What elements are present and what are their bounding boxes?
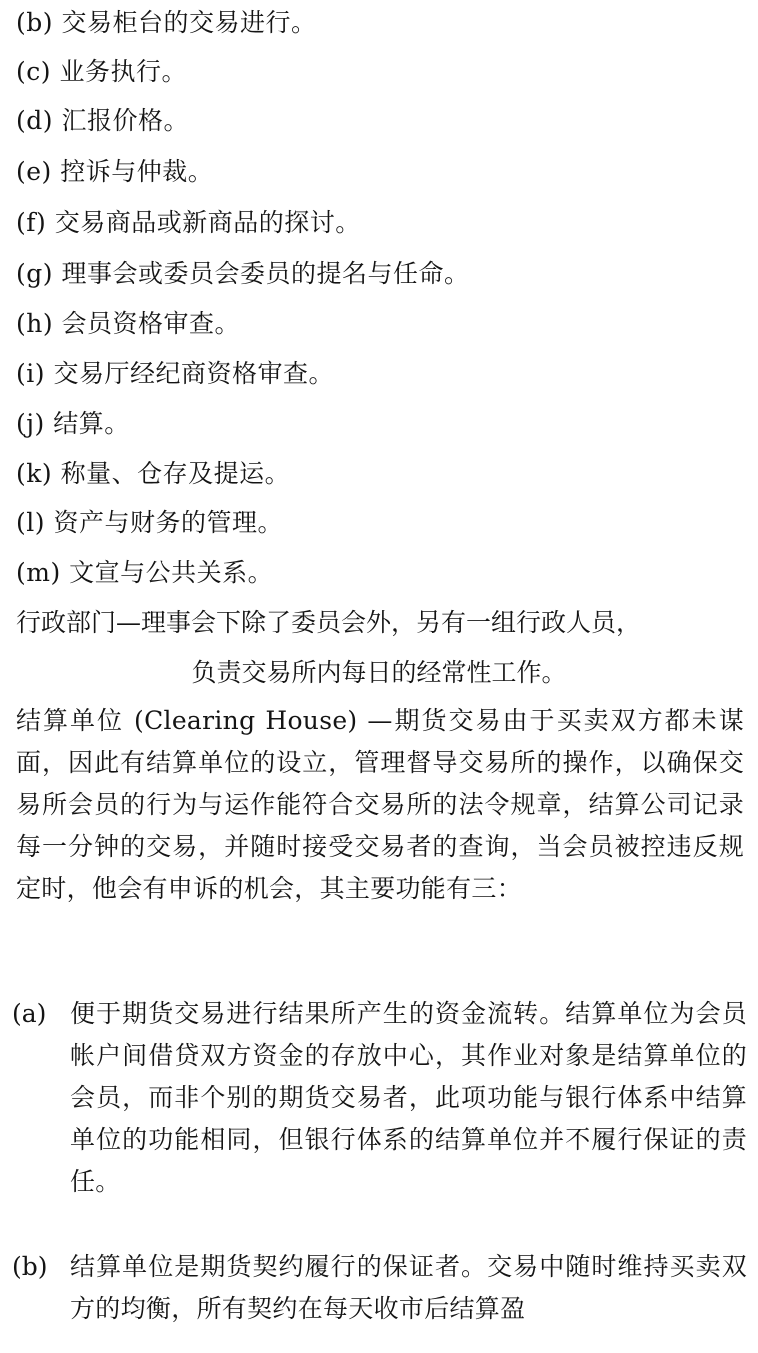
clearing-function-a	[12, 993, 747, 1203]
list-item-c: (c) 业务执行。	[16, 57, 187, 86]
list-item-e: (e) 控诉与仲裁。	[16, 157, 214, 186]
list-item-k: (k) 称量、仓存及提运。	[16, 459, 291, 488]
list-item-g: (g) 理事会或委员会委员的提名与任命。	[16, 259, 470, 288]
clearing-function-b-text: 结算单位是期货契约履行的保证者。交易中随时维持买卖双方的均衡，所有契约在每天收市后结算盈	[70, 1252, 747, 1323]
clearing-function-a-text: 便于期货交易进行结果所产生的资金流转。结算单位为会员帐户间借贷双方资金的存放中心，其作业对象是结算单位的会员，而非个别的期货交易者，此项功能与银行体系中结算单位的功能相同，但银行体系的结算单位并不履行保证的责任。	[70, 999, 747, 1196]
list-item-f: (f) 交易商品或新商品的探讨。	[16, 208, 361, 237]
list-item-b: (b) 交易柜台的交易进行。	[16, 8, 317, 37]
list-item-h: (h) 会员资格审查。	[16, 309, 241, 338]
clearing-house-paragraph: 结算单位 (Clearing House) —期货交易由于买卖双方都未谋面，因此有结算单位的设立，管理督导交易所的操作，以确保交易所会员的行为与运作能符合交易所的法令规章，结算公司记录每一分钟的交易，并随时接受交易者的查询，当会员被控违反规定时，他会有申诉的机会，其主要功能有三：	[16, 706, 744, 903]
list-item-i: (i) 交易厅经纪商资格审查。	[16, 359, 334, 388]
admin-dept-line-2: 负责交易所内每日的经常性工作。	[191, 658, 567, 687]
clearing-function-a-label: (a)	[12, 999, 47, 1028]
list-item-l: (l) 资产与财务的管理。	[16, 508, 283, 537]
list-item-d: (d) 汇报价格。	[16, 106, 189, 135]
list-item-j: (j) 结算。	[16, 409, 130, 438]
list-item-m: (m) 文宣与公共关系。	[16, 558, 274, 587]
clearing-function-b-label: (b)	[12, 1252, 48, 1281]
admin-dept-line-1: 行政部门—理事会下除了委员会外，另有一组行政人员，	[16, 608, 642, 637]
clearing-function-b	[12, 1246, 747, 1330]
